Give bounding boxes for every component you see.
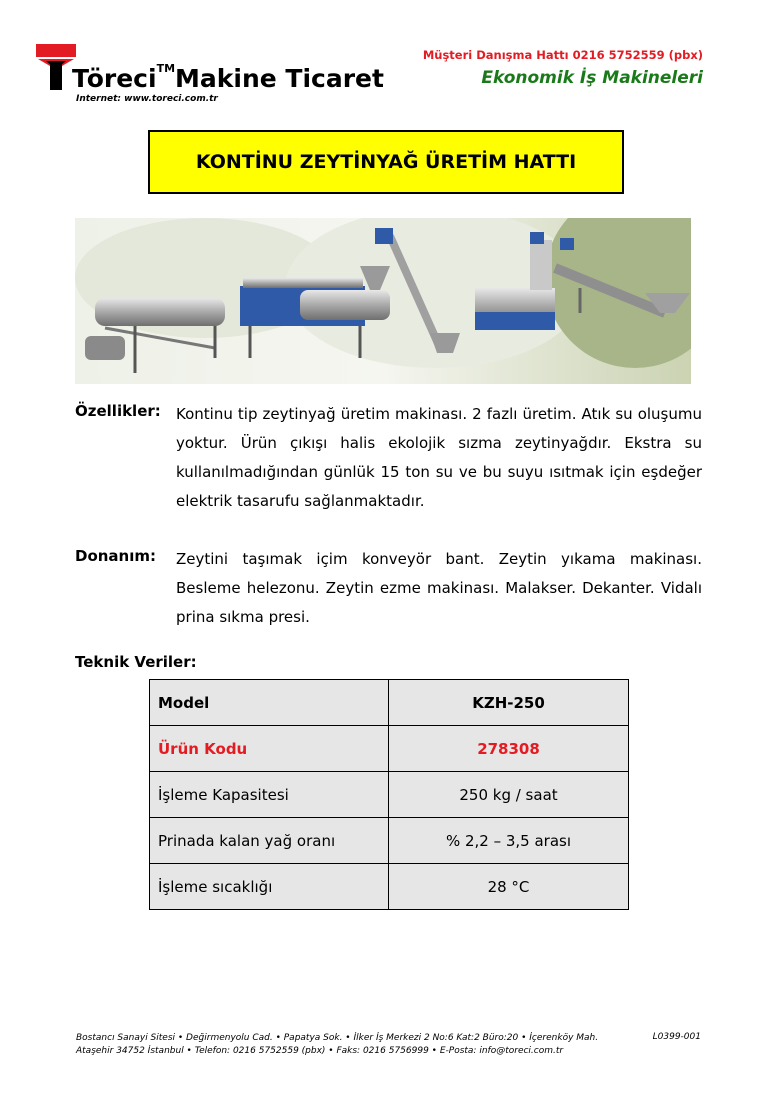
document-code: L0399-001 xyxy=(652,1032,701,1042)
features-text: Kontinu tip zeytinyağ üretim makinası. 2 fazlı üretim. Atık su oluşumu yoktur. Ürün çıkışı halis ekolojik sızma zeytinyağdır. Ekstra su kullanılmadığından günlük 15 ton su ve bu suyu ısıtmak için eşdeğer elektrik tasarufu sağlanmaktadır. xyxy=(176,405,702,510)
spec-label: Prinada kalan yağ oranı xyxy=(150,818,389,864)
footer-line-1: Bostancı Sanayi Sitesi • Değirmenyolu Cad. • Papatya Sok. • İlker İş Merkezi 2 No:6 Kat:2 Büro:20 • İçerenköy Mah. xyxy=(76,1033,599,1043)
page-title-box xyxy=(148,130,624,194)
table-row xyxy=(150,772,629,818)
spec-value: 28 °C xyxy=(389,864,629,910)
page-title: KONTİNU ZEYTİNYAĞ ÜRETİM HATTI xyxy=(195,151,577,173)
table-row xyxy=(150,864,629,910)
equipment-label: Donanım: xyxy=(75,547,157,565)
footer-address xyxy=(76,1032,598,1058)
spec-label: Model xyxy=(150,680,389,726)
spec-value: 278308 xyxy=(389,726,629,772)
table-row xyxy=(150,726,629,772)
product-line-image xyxy=(75,218,691,384)
spec-label: Ürün Kodu xyxy=(150,726,389,772)
table-row xyxy=(150,818,629,864)
table-row xyxy=(150,680,629,726)
spec-value: KZH-250 xyxy=(389,680,629,726)
company-tagline: Ekonomik İş Makineleri xyxy=(481,68,703,88)
footer-line-2: Ataşehir 34752 İstanbul • Telefon: 0216 5752559 (pbx) • Faks: 0216 5756999 • E-Posta: info@toreci.com.tr xyxy=(76,1046,564,1056)
spec-label: İşleme sıcaklığı xyxy=(150,864,389,910)
spec-value: % 2,2 – 3,5 arası xyxy=(389,818,629,864)
toreci-logo-icon xyxy=(36,44,76,90)
technical-data-label: Teknik Veriler: xyxy=(75,653,197,671)
brand-name: Töreci™Makine Ticaret xyxy=(72,62,384,93)
spec-label: İşleme Kapasitesi xyxy=(150,772,389,818)
features-label: Özellikler: xyxy=(75,402,161,420)
equipment-text: Zeytini taşımak içim konveyör bant. Zeytin yıkama makinası. Besleme helezonu. Zeytin ezme makinası. Malakser. Dekanter. Vidalı prina sıkma presi. xyxy=(176,550,702,626)
spec-value: 250 kg / saat xyxy=(389,772,629,818)
spec-table xyxy=(149,679,629,910)
customer-hotline: Müşteri Danışma Hattı 0216 5752559 (pbx) xyxy=(422,48,703,62)
website-link[interactable]: Internet: www.toreci.com.tr xyxy=(76,94,218,104)
